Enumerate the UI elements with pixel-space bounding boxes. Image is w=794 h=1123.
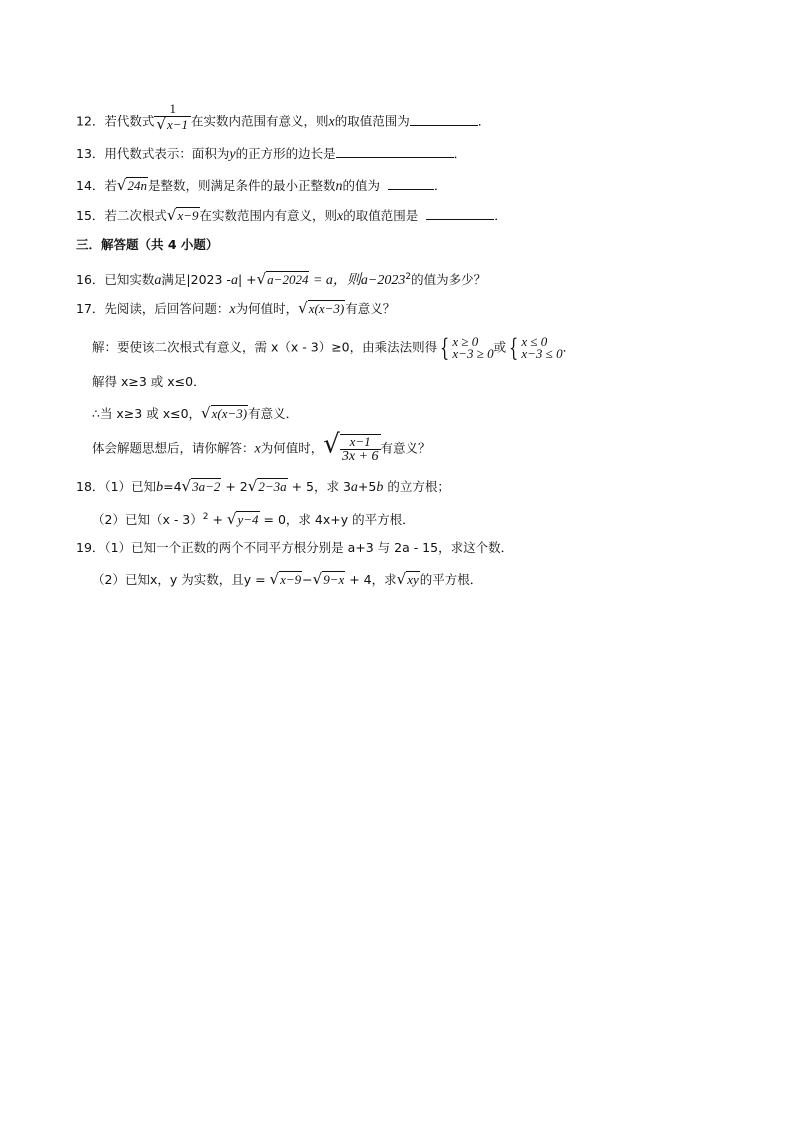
- q17-or: 或: [493, 339, 507, 355]
- q17-l3-radicand: x(x−3): [211, 406, 248, 421]
- q17-sys1-row2: x−3 ≥ 0: [452, 346, 494, 361]
- q14-text-b: 是整数，则满足条件的最小正整数: [147, 178, 336, 193]
- q18-s2-exponent: 2: [202, 512, 209, 522]
- q15-radicand: x−9: [177, 208, 199, 223]
- q17-sys2-row2: x−3 ≤ 0: [521, 346, 563, 361]
- q14-radical: √24n: [116, 176, 147, 194]
- q14-radicand: 24n: [127, 178, 147, 193]
- q17-l4-var: x: [254, 441, 261, 457]
- q19-number: 19．: [76, 540, 105, 555]
- q12-fraction: [154, 102, 191, 132]
- q19-radicand-2: 9−x: [323, 572, 345, 587]
- question-19: [76, 539, 513, 557]
- q18-eq: =4: [163, 479, 182, 494]
- q12-number: 12．: [76, 113, 105, 129]
- q18-s2-radicand: y−4: [237, 512, 259, 528]
- q15-var: x: [337, 209, 344, 224]
- q17-sol-text-a: 解：要使该二次根式有意义，需: [92, 339, 271, 355]
- q17-sol-text-b: x（x - 3）≥0，由乘法法则得: [270, 339, 438, 355]
- q16-var-2: a: [230, 273, 238, 289]
- q18-number: 18．: [76, 479, 105, 494]
- q19-part-2: [92, 570, 482, 589]
- q18-radical-1: √3a−2: [181, 477, 221, 495]
- q17-number: 17．: [76, 301, 105, 316]
- q18-s2-text-b: +: [208, 512, 227, 528]
- q19-radicand-3: xy: [407, 572, 419, 587]
- q15-text-b: 在实数范围内有意义，则: [199, 208, 338, 223]
- q16-text-d: = a，则a−2023: [309, 273, 406, 289]
- q18-text-c: +5: [357, 479, 377, 494]
- q18-s2-text-c: = 0，求 4x+y 的平方根．: [259, 512, 415, 528]
- q12-answer-blank[interactable]: [410, 113, 478, 126]
- q16-radical: √a−2024: [256, 270, 309, 289]
- q12-radicand: x−1: [166, 117, 189, 132]
- q13-text-a: 用代数式表示：面积为: [104, 146, 230, 161]
- q12-end: ．: [477, 113, 491, 129]
- q18-s2-radical: √y−4: [226, 510, 259, 529]
- q17-text-c: 有意义？: [345, 301, 396, 316]
- q12-var: x: [328, 114, 335, 130]
- q17-radicand: x(x−3): [308, 301, 345, 316]
- q17-solution-line-3: [92, 404, 298, 423]
- q16-radicand: a−2024: [267, 272, 309, 288]
- q17-solution-line-1: [92, 336, 575, 360]
- q16-text-a: 已知实数: [104, 272, 155, 288]
- question-12: [76, 101, 491, 137]
- q18-radicand-2: 2−3a: [258, 479, 287, 494]
- q18-var-b-2: b: [376, 480, 384, 495]
- question-15: [76, 206, 507, 226]
- q17-sol-end: ．: [562, 339, 576, 355]
- question-14: [76, 176, 446, 196]
- q15-radical: √x−9: [166, 206, 199, 224]
- question-18: [76, 477, 450, 497]
- q13-end: ．: [453, 146, 467, 161]
- q19-text-a: （1）已知一个正数的两个不同平方根分别是 a+3 与 2a - 15，求这个数．: [104, 540, 514, 555]
- q17-l3-text-a: ∴当 x≥3 或 x≤0，: [92, 406, 202, 421]
- q15-number: 15．: [76, 208, 105, 223]
- q17-l4-denominator: 3x + 6: [341, 449, 379, 464]
- q17-radical: √x(x−3): [298, 299, 345, 317]
- q18-plus: + 2: [221, 479, 248, 494]
- q13-number: 13．: [76, 146, 105, 161]
- q15-answer-blank[interactable]: [426, 207, 494, 220]
- q17-l4-numerator: x−1: [349, 434, 371, 449]
- q18-s2-text-a: （2）已知（x - 3）: [92, 512, 203, 528]
- q17-l4-text-b: 为何值时，: [260, 440, 324, 456]
- q19-radical-1: √x−9: [269, 570, 302, 588]
- q14-end: ．: [433, 178, 447, 193]
- q13-text-b: 的正方形的边长是: [235, 146, 336, 161]
- q17-text-a: 先阅读，后回答问题：: [104, 301, 230, 316]
- q19-minus: −: [302, 572, 313, 587]
- question-13: [76, 145, 466, 164]
- q14-number: 14．: [76, 178, 105, 193]
- question-17: [76, 299, 395, 319]
- q18-text-b: + 5，求 3: [287, 479, 351, 494]
- q16-text-e: 的值为多少？: [411, 272, 487, 288]
- q19-radical-3: √xy: [396, 570, 419, 588]
- q17-solution-line-2: 解得 x≥3 或 x≤0．: [92, 374, 206, 389]
- q12-frac-numerator: 1: [169, 101, 176, 116]
- q17-sys2-row1: x ≤ 0: [521, 334, 548, 349]
- q17-task-line: [92, 429, 431, 468]
- q17-text-b: 为何值时，: [235, 301, 299, 316]
- q15-end: ．: [494, 208, 507, 223]
- q14-answer-blank[interactable]: [388, 177, 434, 190]
- q17-system-1: { x ≥ 0 x−3 ≥ 0: [440, 334, 494, 362]
- q16-text-c: | +: [237, 272, 257, 288]
- q16-var: a: [154, 273, 162, 289]
- q13-answer-blank[interactable]: [336, 145, 454, 158]
- q12-text-c: 的取值范围为: [334, 113, 410, 129]
- q14-var: n: [335, 179, 343, 194]
- q17-var: x: [229, 302, 236, 317]
- q17-l4-text-c: 有意义？: [380, 440, 431, 456]
- q15-text-a: 若二次根式: [104, 208, 167, 223]
- q16-text-b: 满足|2023 -: [161, 272, 231, 288]
- q12-text-b: 在实数内范围有意义，则: [191, 113, 329, 129]
- q17-l3-radical: √x(x−3): [201, 404, 248, 422]
- q17-sys1-row1: x ≥ 0: [452, 334, 479, 349]
- q14-text-a: 若: [104, 178, 117, 193]
- q12-text-a: 若代数式: [104, 113, 155, 129]
- q19-s2-text-c: 的平方根．: [419, 572, 483, 587]
- q19-radical-2: √9−x: [312, 570, 345, 588]
- q19-radicand-1: x−9: [280, 572, 302, 587]
- q16-exponent: 2: [405, 272, 412, 282]
- q18-radicand-1: 3a−2: [192, 479, 221, 494]
- q17-system-2: { x ≤ 0 x−3 ≤ 0: [509, 334, 563, 362]
- q18-radical-2: √2−3a: [247, 477, 287, 495]
- q19-s2-text-a: （2）已知x，y 为实数，且y =: [92, 572, 270, 587]
- q18-var-b: b: [156, 480, 164, 495]
- q18-var-a: a: [350, 480, 358, 495]
- q14-text-c: 的值为: [342, 178, 381, 193]
- q17-l4-radical: √ $\frac{x-1}{3x + 6}$: [323, 429, 379, 464]
- question-16: [76, 268, 486, 290]
- section-heading: 三．解答题（共 4 小题）: [76, 237, 219, 252]
- q13-var: y: [229, 147, 236, 162]
- q15-text-c: 的取值范围是: [343, 208, 419, 223]
- q17-l4-text-a: 体会解题思想后，请你解答：: [92, 440, 255, 456]
- q16-number: 16．: [76, 272, 105, 288]
- q18-text-a: （1）已知: [104, 479, 157, 494]
- q12-radical: √x−1: [156, 115, 189, 133]
- q17-l3-text-b: 有意义．: [248, 406, 299, 421]
- q18-part-2: [92, 508, 415, 529]
- q19-s2-text-b: + 4，求: [345, 572, 397, 587]
- q18-text-d: 的立方根；: [383, 479, 450, 494]
